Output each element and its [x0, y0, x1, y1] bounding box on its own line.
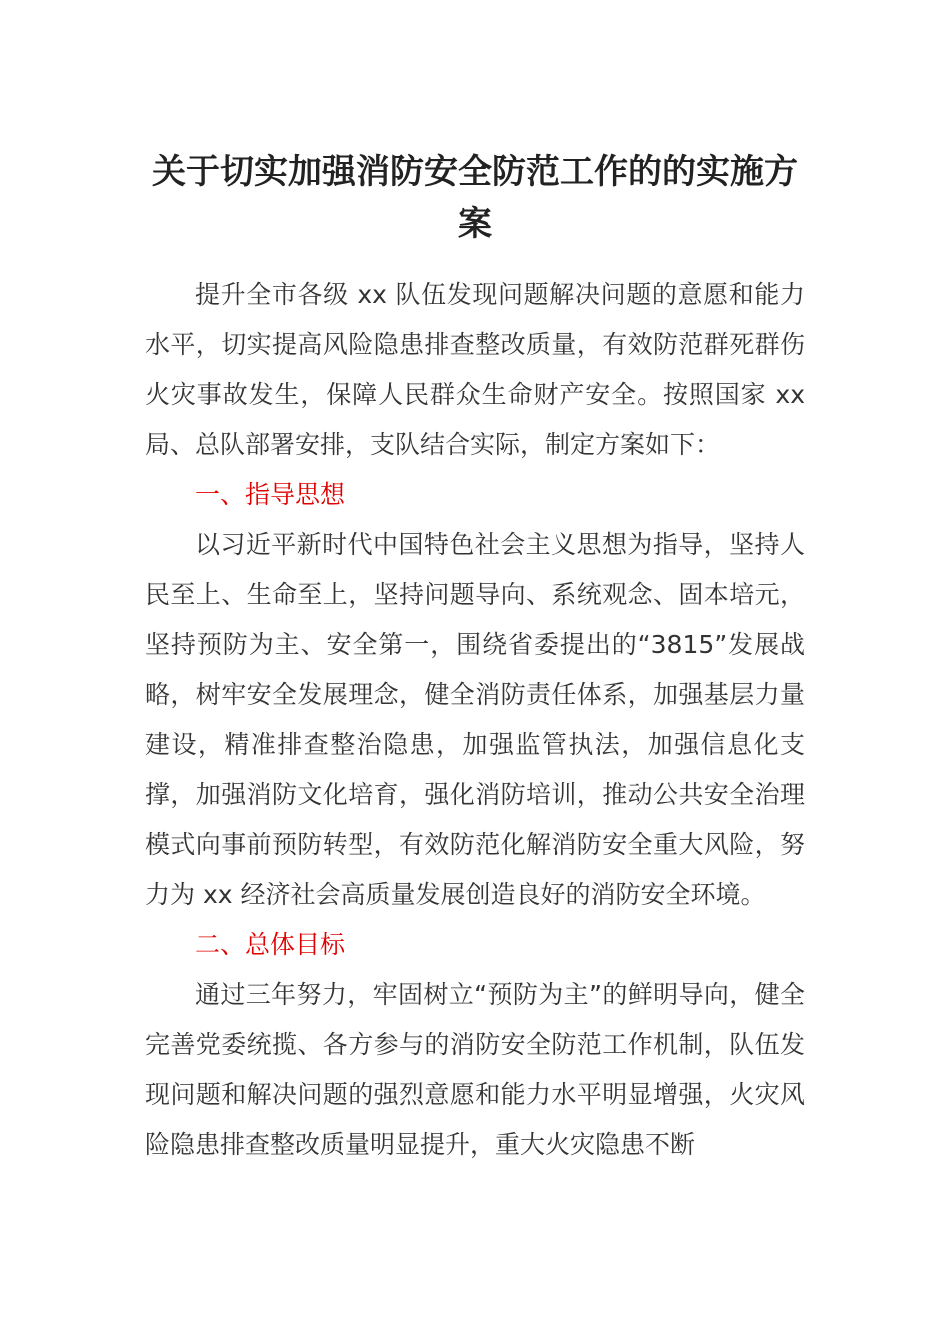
- document-title: 关于切实加强消防安全防范工作的的实施方案: [152, 152, 798, 244]
- intro-paragraph: 提升全市各级 xx 队伍发现问题解决问题的意愿和能力水平，切实提高风险隐患排查整改质量，有效防范群死群伤火灾事故发生，保障人民群众生命财产安全。按照国家 xx 局、总队部署安排，支队结合实际，制定方案如下：: [145, 280, 805, 459]
- document-body: [145, 270, 805, 1170]
- guiding-ideology-paragraph: 以习近平新时代中国特色社会主义思想为指导，坚持人民至上、生命至上，坚持问题导向、系统观念、固本培元，坚持预防为主、安全第一，围绕省委提出的“3815”发展战略，树牢安全发展理念，健全消防责任体系，加强基层力量建设，精准排查整治隐患，加强监管执法，加强信息化支撑，加强消防文化培育，强化消防培训，推动公共安全治理模式向事前预防转型，有效防范化解消防安全重大风险，努力为 xx 经济社会高质量发展创造良好的消防安全环境。: [145, 530, 805, 909]
- section-heading-overall-goal: 二、总体目标: [195, 930, 346, 959]
- section-heading-guiding-ideology: 一、指导思想: [195, 480, 346, 509]
- overall-goal-paragraph: 通过三年努力，牢固树立“预防为主”的鲜明导向，健全完善党委统揽、各方参与的消防安全防范工作机制，队伍发现问题和解决问题的强烈意愿和能力水平明显增强，火灾风险隐患排查整改质量明显提升，重大火灾隐患不断: [145, 980, 805, 1159]
